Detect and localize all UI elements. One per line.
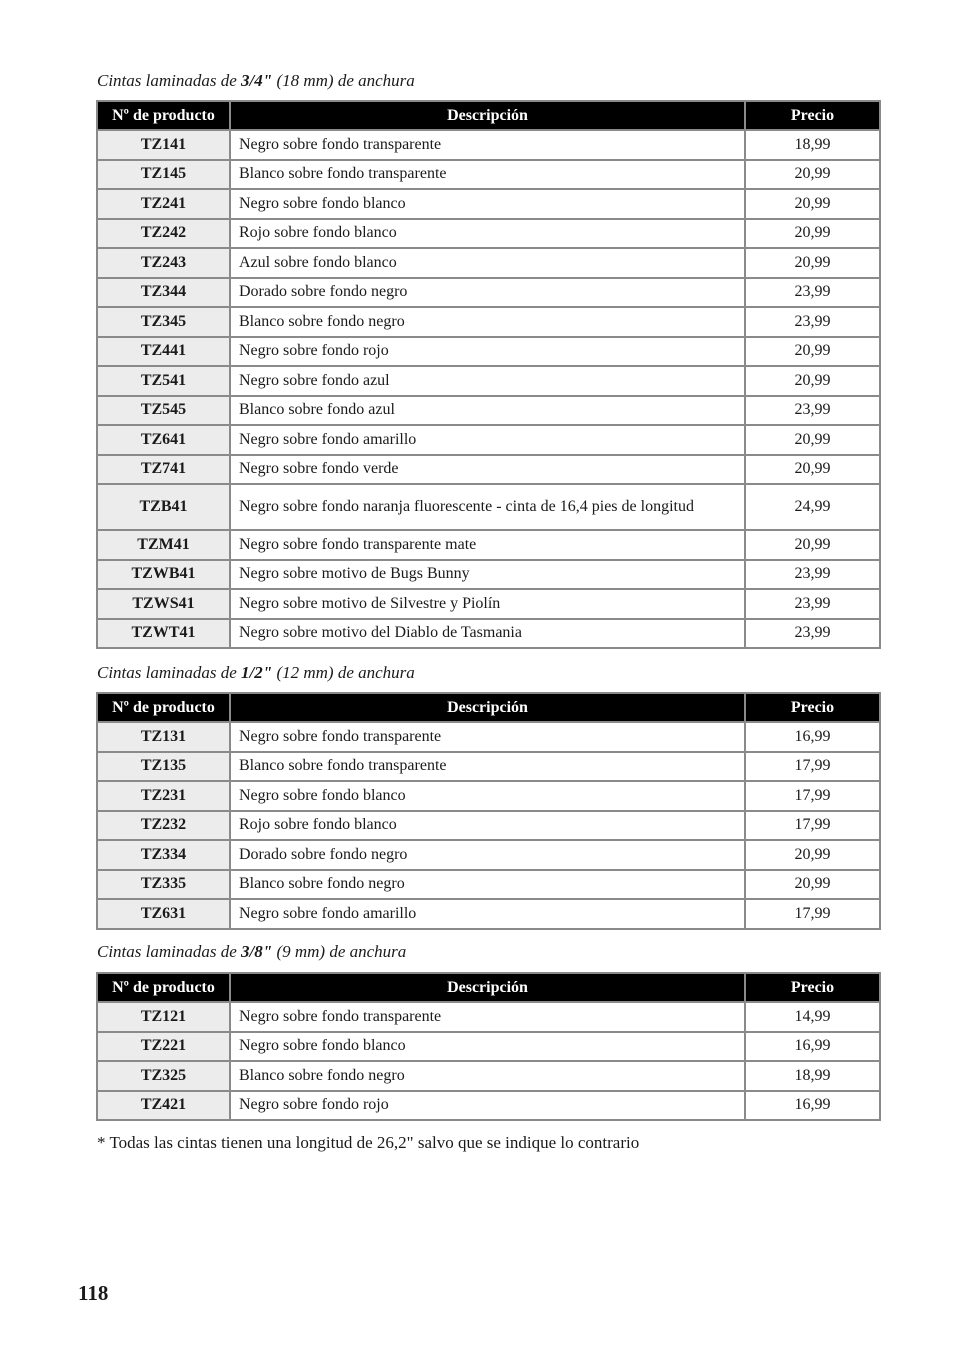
description-cell: Blanco sobre fondo transparente xyxy=(230,160,745,190)
section-title-prefix: Cintas laminadas de xyxy=(97,663,242,682)
product-number-cell: TZ145 xyxy=(97,160,230,190)
header-description: Descripción xyxy=(230,101,745,130)
table-row xyxy=(97,840,880,870)
description-cell: Negro sobre fondo rojo xyxy=(230,337,745,367)
table-row xyxy=(97,899,880,929)
price-cell: 18,99 xyxy=(745,130,880,160)
table-row xyxy=(97,781,880,811)
price-cell: 20,99 xyxy=(745,840,880,870)
table-3-4-tapes xyxy=(96,100,881,649)
price-cell: 23,99 xyxy=(745,619,880,649)
price-cell: 23,99 xyxy=(745,560,880,590)
product-number-cell: TZ135 xyxy=(97,752,230,782)
description-cell: Negro sobre motivo de Silvestre y Piolín xyxy=(230,589,745,619)
product-number-cell: TZWS41 xyxy=(97,589,230,619)
price-cell: 20,99 xyxy=(745,455,880,485)
section-title-prefix: Cintas laminadas de xyxy=(97,71,242,90)
table-row xyxy=(97,1091,880,1121)
price-cell: 23,99 xyxy=(745,396,880,426)
table-header-row xyxy=(97,973,880,1002)
table-row xyxy=(97,278,880,308)
table-header-row xyxy=(97,693,880,722)
description-cell: Negro sobre fondo blanco xyxy=(230,781,745,811)
description-cell: Negro sobre motivo del Diablo de Tasmania xyxy=(230,619,745,649)
section-title-3-4 xyxy=(97,71,415,91)
header-product-number: Nº de producto xyxy=(97,693,230,722)
product-number-cell: TZ243 xyxy=(97,248,230,278)
price-cell: 23,99 xyxy=(745,307,880,337)
description-cell: Dorado sobre fondo negro xyxy=(230,840,745,870)
price-cell: 16,99 xyxy=(745,1032,880,1062)
price-cell: 20,99 xyxy=(745,530,880,560)
table-row xyxy=(97,1002,880,1032)
description-cell: Negro sobre fondo transparente mate xyxy=(230,530,745,560)
description-cell: Negro sobre fondo transparente xyxy=(230,130,745,160)
table-1-2-tapes xyxy=(96,692,881,930)
product-number-cell: TZ232 xyxy=(97,811,230,841)
table-row xyxy=(97,160,880,190)
description-cell: Negro sobre fondo azul xyxy=(230,366,745,396)
description-cell: Negro sobre fondo blanco xyxy=(230,1032,745,1062)
section-title-size: 3/8" xyxy=(241,942,273,961)
product-number-cell: TZ141 xyxy=(97,130,230,160)
header-description: Descripción xyxy=(230,693,745,722)
product-number-cell: TZ344 xyxy=(97,278,230,308)
description-cell: Blanco sobre fondo negro xyxy=(230,1061,745,1091)
table-3-8-tapes xyxy=(96,972,881,1121)
page-number: 118 xyxy=(78,1281,109,1305)
description-cell: Blanco sobre fondo azul xyxy=(230,396,745,426)
section-title-suffix: (9 mm) de anchura xyxy=(272,942,407,961)
price-cell: 20,99 xyxy=(745,337,880,367)
table-row xyxy=(97,455,880,485)
price-cell: 24,99 xyxy=(745,484,880,530)
price-cell: 17,99 xyxy=(745,811,880,841)
price-cell: 20,99 xyxy=(745,870,880,900)
table-row xyxy=(97,337,880,367)
product-number-cell: TZ334 xyxy=(97,840,230,870)
table-row xyxy=(97,811,880,841)
footnote: * Todas las cintas tienen una longitud de 26,2" salvo que se indique lo contrario xyxy=(97,1133,640,1152)
product-number-cell: TZ421 xyxy=(97,1091,230,1121)
price-cell: 16,99 xyxy=(745,722,880,752)
product-number-cell: TZWT41 xyxy=(97,619,230,649)
table-row xyxy=(97,189,880,219)
product-number-cell: TZ241 xyxy=(97,189,230,219)
description-cell: Negro sobre fondo transparente xyxy=(230,1002,745,1032)
description-cell: Negro sobre fondo rojo xyxy=(230,1091,745,1121)
table-row xyxy=(97,396,880,426)
description-cell: Rojo sobre fondo blanco xyxy=(230,811,745,841)
header-price: Precio xyxy=(745,101,880,130)
description-cell: Negro sobre fondo amarillo xyxy=(230,899,745,929)
table-row xyxy=(97,307,880,337)
table-row xyxy=(97,1032,880,1062)
price-cell: 16,99 xyxy=(745,1091,880,1121)
price-cell: 20,99 xyxy=(745,425,880,455)
description-cell: Negro sobre fondo verde xyxy=(230,455,745,485)
product-number-cell: TZ545 xyxy=(97,396,230,426)
price-cell: 23,99 xyxy=(745,278,880,308)
price-cell: 20,99 xyxy=(745,366,880,396)
price-cell: 17,99 xyxy=(745,781,880,811)
price-cell: 17,99 xyxy=(745,899,880,929)
product-number-cell: TZ121 xyxy=(97,1002,230,1032)
product-number-cell: TZ741 xyxy=(97,455,230,485)
table-row xyxy=(97,870,880,900)
description-cell: Blanco sobre fondo negro xyxy=(230,307,745,337)
product-number-cell: TZ221 xyxy=(97,1032,230,1062)
header-product-number: Nº de producto xyxy=(97,101,230,130)
price-cell: 20,99 xyxy=(745,219,880,249)
table-row xyxy=(97,484,880,530)
section-title-suffix: (12 mm) de anchura xyxy=(272,663,415,682)
description-cell: Azul sobre fondo blanco xyxy=(230,248,745,278)
section-title-prefix: Cintas laminadas de xyxy=(97,942,242,961)
description-cell: Negro sobre fondo blanco xyxy=(230,189,745,219)
description-cell: Negro sobre fondo naranja fluorescente - cinta de 16,4 pies de longitud xyxy=(230,484,745,530)
product-number-cell: TZ325 xyxy=(97,1061,230,1091)
product-number-cell: TZ231 xyxy=(97,781,230,811)
product-number-cell: TZWB41 xyxy=(97,560,230,590)
product-number-cell: TZ441 xyxy=(97,337,230,367)
table-row xyxy=(97,752,880,782)
header-product-number: Nº de producto xyxy=(97,973,230,1002)
price-cell: 18,99 xyxy=(745,1061,880,1091)
product-number-cell: TZ242 xyxy=(97,219,230,249)
description-cell: Dorado sobre fondo negro xyxy=(230,278,745,308)
section-title-1-2 xyxy=(97,663,415,683)
table-row xyxy=(97,366,880,396)
section-title-size: 3/4" xyxy=(241,71,273,90)
description-cell: Blanco sobre fondo negro xyxy=(230,870,745,900)
section-title-size: 1/2" xyxy=(241,663,273,682)
price-cell: 23,99 xyxy=(745,589,880,619)
description-cell: Negro sobre fondo transparente xyxy=(230,722,745,752)
table-row xyxy=(97,219,880,249)
section-title-3-8 xyxy=(97,942,406,962)
price-cell: 20,99 xyxy=(745,189,880,219)
product-number-cell: TZ541 xyxy=(97,366,230,396)
product-number-cell: TZ345 xyxy=(97,307,230,337)
header-price: Precio xyxy=(745,973,880,1002)
product-number-cell: TZ335 xyxy=(97,870,230,900)
product-number-cell: TZB41 xyxy=(97,484,230,530)
table-row xyxy=(97,1061,880,1091)
description-cell: Negro sobre motivo de Bugs Bunny xyxy=(230,560,745,590)
price-cell: 20,99 xyxy=(745,248,880,278)
section-title-suffix: (18 mm) de anchura xyxy=(272,71,415,90)
description-cell: Blanco sobre fondo transparente xyxy=(230,752,745,782)
table-row xyxy=(97,560,880,590)
header-price: Precio xyxy=(745,693,880,722)
product-number-cell: TZ131 xyxy=(97,722,230,752)
table-row xyxy=(97,530,880,560)
price-cell: 17,99 xyxy=(745,752,880,782)
product-number-cell: TZ641 xyxy=(97,425,230,455)
description-cell: Rojo sobre fondo blanco xyxy=(230,219,745,249)
product-number-cell: TZ631 xyxy=(97,899,230,929)
price-cell: 14,99 xyxy=(745,1002,880,1032)
table-row xyxy=(97,425,880,455)
header-description: Descripción xyxy=(230,973,745,1002)
table-row xyxy=(97,619,880,649)
description-cell: Negro sobre fondo amarillo xyxy=(230,425,745,455)
table-row xyxy=(97,130,880,160)
table-row xyxy=(97,589,880,619)
table-row xyxy=(97,722,880,752)
table-row xyxy=(97,248,880,278)
table-header-row xyxy=(97,101,880,130)
product-number-cell: TZM41 xyxy=(97,530,230,560)
price-cell: 20,99 xyxy=(745,160,880,190)
